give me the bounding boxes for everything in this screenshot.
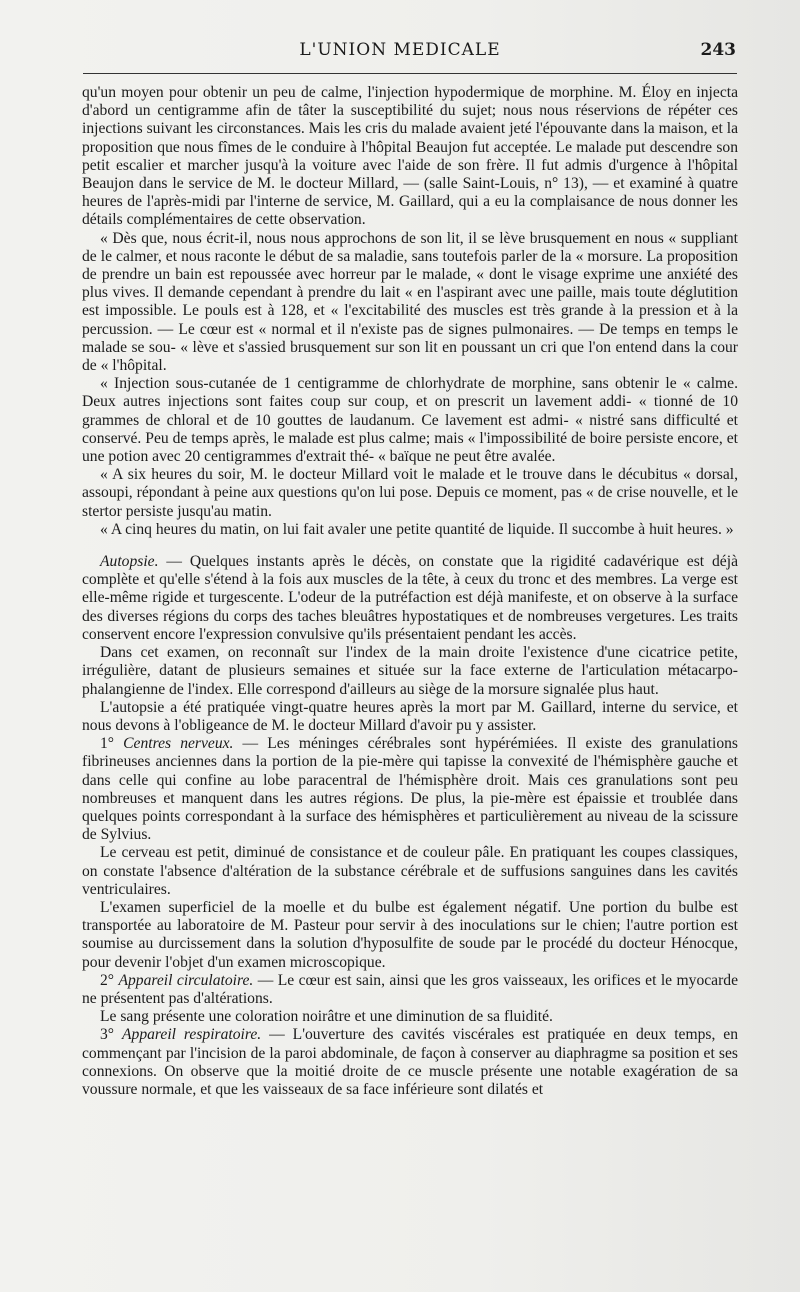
section-lead-respiratoire: Appareil respiratoire. xyxy=(122,1026,262,1044)
running-head xyxy=(0,40,800,70)
paragraph-cerveau: Le cerveau est petit, diminué de consistance et de couleur pâle. En pratiquant les coupes classiques, on constate l'absence d'altération de la substance cérébrale et de suffusions sanguines dans les cavités ventriculaires. xyxy=(82,844,738,898)
paragraph-circulatoire xyxy=(82,972,738,1008)
paragraph-quote-2: « Injection sous-cutanée de 1 centigramme de chlorhydrate de morphine, sans obtenir le « calme. Deux autres injections sont faites coup sur coup, et on prescrit un lavement addi- « tionné de 10 grammes de chloral et de 10 gouttes de laudanum. Ce lavement est admi- « nistré sans difficulté et conservé. Peu de temps après, le malade est plus calme; mais « l'impossibilité de boire persiste encore, et une potion avec 20 centigrammes d'extrait thé- « baïque ne peut être avalée. xyxy=(82,375,738,466)
page-number: 243 xyxy=(700,40,736,60)
paragraph-respiratoire xyxy=(82,1026,738,1099)
journal-title: L'UNION MEDICALE xyxy=(299,40,501,60)
paragraph-quote-3: « A six heures du soir, M. le docteur Millard voit le malade et le trouve dans le décubitus « dorsal, assoupi, répondant à peine aux questions qu'on lui pose. Depuis ce moment, pas « de crise nouvelle, et le stertor persiste jusqu'au matin. xyxy=(82,466,738,520)
section-lead-circulatoire: Appareil circulatoire. xyxy=(118,971,254,989)
paragraph-autopsie xyxy=(82,553,738,644)
paragraph-sang: Le sang présente une coloration noirâtre et une diminution de sa fluidité. xyxy=(100,1008,553,1026)
paragraph-intro: qu'un moyen pour obtenir un peu de calme, l'injection hypodermique de morphine. M. Éloy en injecta d'abord un centigramme afin de tâter la susceptibilité du sujet; nous nous réservions de répéter ces injections suivant les circonstances. Mais les cris du malade avaient jeté l'épouvante dans la maison, et la proposition que nous fîmes de le conduire à l'hôpital Beaujon fut acceptée. Le malade put descendre son petit escalier et marcher jusqu'à la voiture avec l'aide de son frère. Il fut admis d'urgence à l'hôpital Beaujon dans le service de M. le docteur Millard, — (salle Saint-Louis, n° 13), — et examiné à quatre heures de l'après-midi par l'interne de service, M. Gaillard, qui a eu la complaisance de nous donner les détails complémentaires de cette observation. xyxy=(82,84,738,229)
body-text xyxy=(82,84,738,1099)
paragraph-moelle: L'examen superficiel de la moelle et du bulbe est également négatif. Une portion du bulbe est transportée au laboratoire de M. Pasteur pour servir à des inoculations sur le chien; l'autre portion est soumise au durcissement dans la solution d'hyposulfite de soude par le procédé du docteur Hénocque, pour devenir l'objet d'un examen microscopique. xyxy=(82,898,738,971)
paragraph-quote-1: « Dès que, nous écrit-il, nous nous approchons de son lit, il se lève brusquement en nous « suppliant de le calmer, et nous raconte le début de sa maladie, sans toutefois parler de la « morsure. La proposition de prendre un bain est repoussée avec horreur par le malade, « dont le visage exprime une anxiété des plus vives. Il demande cependant à prendre du lait « en l'aspirant avec une paille, mais toute déglutition est impossible. Le pouls est à 128, et « l'excitabilité des muscles est très grande à la pression et à la percussion. — Le cœur est « normal et il n'existe pas de signes pulmonaires. — De temps en temps le malade se sou- « lève et s'assied brusquement sur son lit en poussant un cri que l'on entend dans la cour de « l'hôpital. xyxy=(82,229,738,375)
section-lead-autopsie: Autopsie. xyxy=(100,553,159,571)
section-number-3: 3° xyxy=(100,1026,115,1044)
paragraph-circulatoire-text: — Le cœur est sain, ainsi que les gros vaisseaux, les orifices et le myocarde ne présentent pas d'altérations. xyxy=(82,971,738,1007)
section-number-2: 2° xyxy=(100,971,115,989)
paragraph-centres-nerveux-text: — Les méninges cérébrales sont hypérémiées. Il existe des granulations fibrineuses anciennes dans la portion de la pie-mère qui tapisse la convexité de l'hémisphère gauche et dans celle qui confine au lobe paracentral de l'hémisphère droit. Mais ces granulations sont peu nombreuses et manquent dans les autres régions. De plus, la pie-mère est épaissie et troublée dans quelques points correspondant à la surface des hémisphères et particulièrement au niveau de la scissure de Sylvius. xyxy=(82,735,738,844)
paragraph-autopsie-text: — Quelques instants après le décès, on constate que la rigidité cadavérique est déjà complète et qu'elle s'étend à la fois aux muscles de la tête, à ceux du tronc et des membres. La verge est elle-même rigide et turgescente. L'odeur de la putréfaction est déjà manifeste, et on observe à la surface des diverses régions du corps des taches bleuâtres hypostatiques et de nombreuses vergetures. Les traits conservent encore l'expression convulsive qu'ils présentaient pendant les accès. xyxy=(82,553,738,643)
paragraph-centres-nerveux xyxy=(82,735,738,844)
header-rule xyxy=(83,73,737,74)
section-lead-centres-nerveux: Centres nerveux. xyxy=(123,735,234,753)
paragraph-quote-4: « A cinq heures du matin, on lui fait avaler une petite quantité de liquide. Il succombe à huit heures. » xyxy=(100,520,734,538)
section-number-1: 1° xyxy=(100,735,115,753)
paragraph-respiratoire-text: — L'ouverture des cavités viscérales est pratiquée en deux temps, en commençant par l'incision de la paroi abdominale, de façon à conserver au diaphragme sa position et ses connexions. On observe que la moitié droite de ce muscle présente une notable exagération de sa voussure normale, et que les vaisseaux de sa face inférieure sont dilatés et xyxy=(82,1026,738,1098)
paragraph-autopsy-date: L'autopsie a été pratiquée vingt-quatre heures après la mort par M. Gaillard, interne du service, et nous devons à l'obligeance de M. le docteur Millard d'avoir pu y assister. xyxy=(82,698,738,734)
paragraph-cicatrice: Dans cet examen, on reconnaît sur l'index de la main droite l'existence d'une cicatrice petite, irrégulière, datant de plusieurs semaines et située sur la face externe de l'articulation métacarpo-phalangienne de l'index. Elle correspond d'ailleurs au siège de la morsure signalée plus haut. xyxy=(82,644,738,698)
